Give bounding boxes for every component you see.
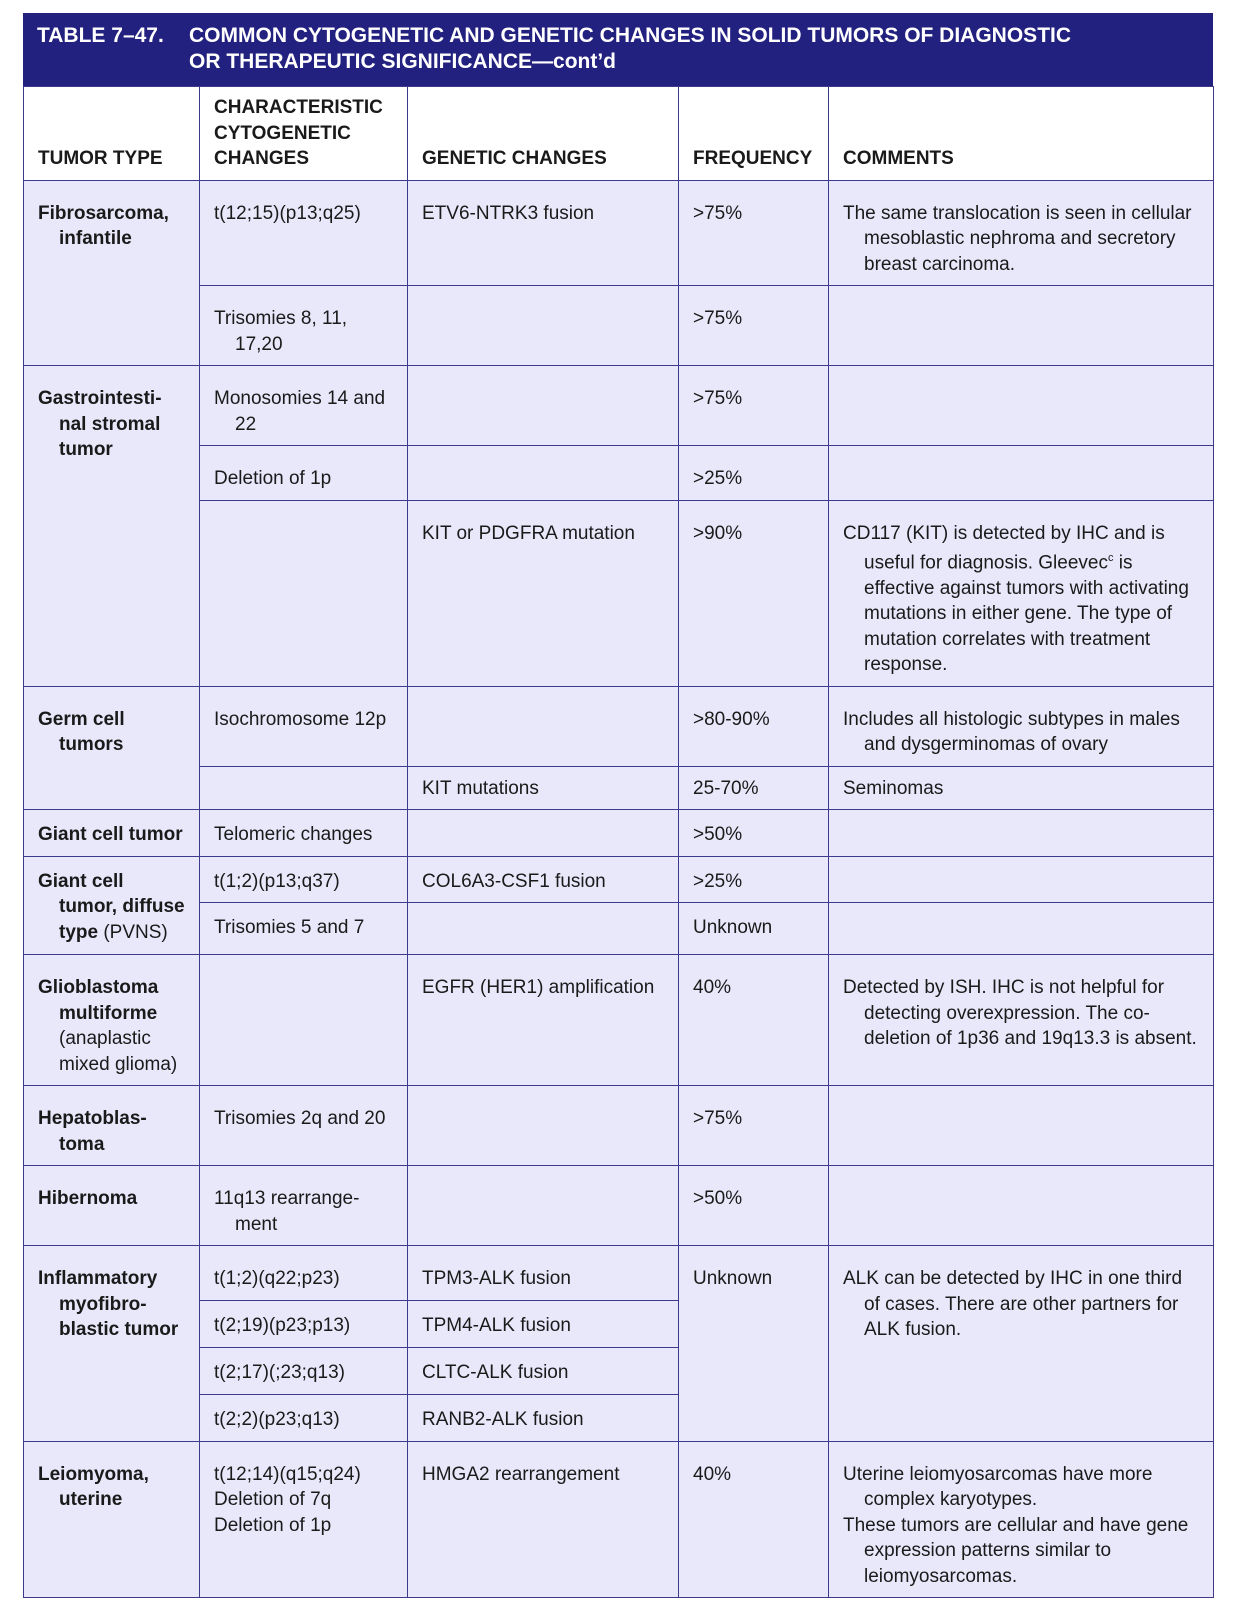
table-number: TABLE 7–47. (37, 24, 164, 47)
header-cyto-line: CHARACTERISTIC (214, 97, 383, 118)
tumor-name: Gastrointesti-nal stromal tumor (38, 388, 162, 460)
tumor-name: Leiomyoma, uterine (38, 1463, 149, 1511)
genetic-cell: HMGA2 rearrangement (408, 1441, 679, 1598)
cyto-cell: t(2;2)(p23;q13) (200, 1394, 408, 1441)
tumor-type-cell (24, 686, 200, 810)
cyto-text: t(12;14)(q15;q24) (214, 1463, 361, 1485)
cyto-cell: t(1;2)(p13;q37) (200, 856, 408, 903)
genetic-cell: COL6A3-CSF1 fusion (408, 856, 679, 903)
genetic-cell (408, 686, 679, 766)
frequency-cell: >50% (679, 1166, 829, 1246)
table-row (24, 500, 1214, 686)
cyto-cell: Trisomies 5 and 7 (200, 903, 408, 955)
header-cytogenetic (200, 87, 408, 181)
tumor-type-cell (24, 856, 200, 955)
header-frequency: FREQUENCY (679, 87, 829, 181)
comment-cell (829, 446, 1214, 501)
comment-text: These tumors are cellular and have gene expression patterns similar to leiomyosarcomas. (843, 1514, 1189, 1587)
tumor-name (38, 869, 185, 946)
frequency-cell: >75% (679, 286, 829, 366)
tumor-type-cell (24, 1441, 200, 1598)
tumor-type-cell (24, 180, 200, 366)
cyto-cell: Trisomies 2q and 20 (200, 1086, 408, 1166)
genetic-cell (408, 366, 679, 446)
table-frame (23, 13, 1213, 1598)
tumor-type-cell (24, 1086, 200, 1166)
cyto-cell (200, 955, 408, 1086)
cyto-cell (200, 286, 408, 366)
cyto-text: 11q13 rearrange-ment (214, 1188, 360, 1235)
comment-part: CD117 (KIT) is detected by IHC and is useful for diagnosis. Gleevec (843, 522, 1165, 574)
genetic-cell: CLTC-ALK fusion (408, 1347, 679, 1394)
comment-cell (829, 810, 1214, 857)
cyto-cell (200, 766, 408, 810)
frequency-cell: >80-90% (679, 686, 829, 766)
table-row (24, 686, 1214, 766)
comment-text: The same translocation is seen in cellular mesoblastic nephroma and secretory breast carcinoma. (843, 202, 1192, 275)
table-title-line: OR THERAPEUTIC SIGNIFICANCE—cont’d (189, 50, 617, 73)
comment-cell (829, 180, 1214, 286)
comment-cell (829, 366, 1214, 446)
cyto-text: Monosomies 14 and 22 (214, 388, 386, 435)
comment-cell (829, 955, 1214, 1086)
header-comments: COMMENTS (829, 87, 1214, 181)
frequency-cell: >90% (679, 500, 829, 686)
cyto-text: Deletion of 1p (214, 468, 332, 489)
table-row (24, 856, 1214, 903)
comment-text (843, 521, 1199, 678)
tumor-name-suffix: (PVNS) (98, 921, 168, 943)
cyto-cell (200, 180, 408, 286)
frequency-cell: 40% (679, 955, 829, 1086)
comment-text: ALK can be detected by IHC in one third of cases. There are other partners for ALK fusion. (843, 1268, 1183, 1341)
cyto-cell: t(2;19)(p23;p13) (200, 1300, 408, 1347)
genetic-cell (408, 446, 679, 501)
comment-part: is effective against tumors with activating mutations in either gene. The type of mutation correlates with treatment response. (864, 552, 1189, 676)
frequency-cell: >75% (679, 1086, 829, 1166)
tumor-name (38, 975, 185, 1077)
comment-cell (829, 500, 1214, 686)
table-title-bar (23, 13, 1213, 86)
tumor-name: Hepatoblas-toma (38, 1108, 147, 1155)
table-row (24, 366, 1214, 446)
tumor-name: Germ cell tumors (38, 708, 125, 756)
tumor-name-part: Giant cell tumor, diffuse type (38, 870, 185, 943)
cyto-text: Isochromosome 12p (214, 708, 387, 730)
cyto-cell: Telomeric changes (200, 810, 408, 857)
frequency-cell: Unknown (679, 1246, 829, 1442)
genetic-cell (408, 810, 679, 857)
comment-cell (829, 1086, 1214, 1166)
frequency-cell: >50% (679, 810, 829, 857)
comment-cell (829, 686, 1214, 766)
genetic-cell: ETV6-NTRK3 fusion (408, 180, 679, 286)
cyto-cell (200, 1166, 408, 1246)
frequency-cell: >75% (679, 180, 829, 286)
cyto-cell: t(1;2)(q22;p23) (200, 1246, 408, 1301)
frequency-cell: Unknown (679, 903, 829, 955)
tumor-type-cell: Hibernoma (24, 1166, 200, 1246)
footnote-marker: c (1107, 552, 1114, 564)
table-row (24, 286, 1214, 366)
comment-cell (829, 286, 1214, 366)
genetic-cell (408, 903, 679, 955)
table-row (24, 1246, 1214, 1301)
tumor-type-cell (24, 1246, 200, 1442)
header-tumor-type: TUMOR TYPE (24, 87, 200, 181)
comment-cell (829, 856, 1214, 903)
comment-cell: Seminomas (829, 766, 1214, 810)
tumor-type-cell (24, 366, 200, 687)
tumor-name-suffix: (anaplastic mixed glioma) (59, 1028, 178, 1075)
tumor-type-cell: Giant cell tumor (24, 810, 200, 857)
genetic-cell (408, 1086, 679, 1166)
frequency-cell: >75% (679, 366, 829, 446)
table-row (24, 766, 1214, 810)
header-cyto-line: CHANGES (214, 148, 310, 169)
frequency-cell: 25-70% (679, 766, 829, 810)
comment-text: Includes all histologic subtypes in males and dysgerminomas of ovary (843, 708, 1180, 756)
table-row (24, 1166, 1214, 1246)
table-row (24, 903, 1214, 955)
table-row (24, 446, 1214, 501)
genetic-cell (408, 1166, 679, 1246)
genetic-cell: EGFR (HER1) amplification (408, 955, 679, 1086)
comment-cell (829, 903, 1214, 955)
comment-text: Detected by ISH. IHC is not helpful for detecting overexpression. The co-deletion of 1p36 and 19q13.3 is absent. (843, 977, 1197, 1050)
frequency-cell: >25% (679, 446, 829, 501)
table-row (24, 955, 1214, 1086)
table-row (24, 1086, 1214, 1166)
header-genetic: GENETIC CHANGES (408, 87, 679, 181)
cyto-cell (200, 500, 408, 686)
table-title (189, 23, 1199, 86)
frequency-cell: >25% (679, 856, 829, 903)
cyto-text: Deletion of 7q (214, 1489, 332, 1511)
frequency-cell: 40% (679, 1441, 829, 1598)
genetic-cell: RANB2-ALK fusion (408, 1394, 679, 1441)
genetic-cell: KIT mutations (408, 766, 679, 810)
table-row (24, 810, 1214, 857)
genetic-cell (408, 286, 679, 366)
header-cyto-line: CYTOGENETIC (214, 122, 351, 144)
comment-text: Uterine leiomyosarcomas have more complex karyotypes. (843, 1463, 1153, 1511)
tumor-name: Inflammatory myofibro-blastic tumor (38, 1268, 179, 1341)
table-row (24, 1441, 1214, 1598)
cyto-cell: t(2;17)(;23;q13) (200, 1347, 408, 1394)
header-row (24, 87, 1214, 181)
comment-cell (829, 1246, 1214, 1442)
cyto-cell (200, 366, 408, 446)
cyto-text: Trisomies 8, 11, 17,20 (214, 308, 348, 355)
genetic-cell: KIT or PDGFRA mutation (408, 500, 679, 686)
genetic-cell: TPM3-ALK fusion (408, 1246, 679, 1301)
table-title-line: COMMON CYTOGENETIC AND GENETIC CHANGES IN SOLID TUMORS OF DIAGNOSTIC (189, 24, 1072, 47)
comment-cell (829, 1441, 1214, 1598)
tumor-name-part: Glioblastoma multiforme (38, 977, 159, 1024)
cyto-text: Deletion of 1p (214, 1514, 332, 1536)
table-row (24, 180, 1214, 286)
cyto-cell (200, 446, 408, 501)
genetic-cell: TPM4-ALK fusion (408, 1300, 679, 1347)
tumor-type-cell (24, 955, 200, 1086)
comment-cell (829, 1166, 1214, 1246)
cyto-cell (200, 1441, 408, 1598)
data-table (23, 86, 1214, 1598)
cyto-text: t(12;15)(p13;q25) (214, 202, 361, 224)
cyto-cell (200, 686, 408, 766)
tumor-name: Fibrosarcoma, infantile (38, 202, 169, 249)
